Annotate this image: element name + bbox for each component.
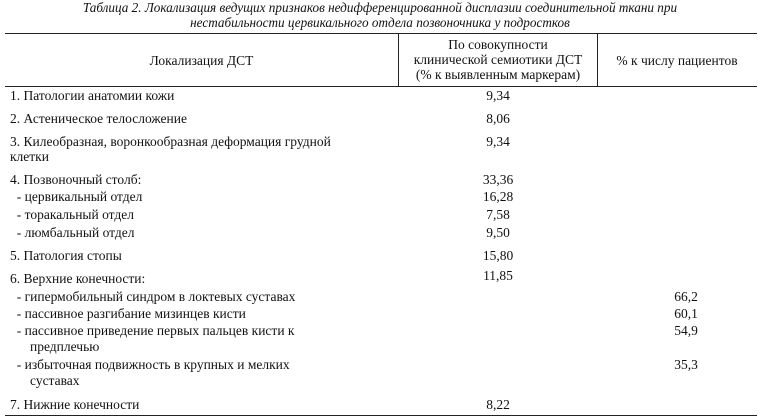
table-caption [0,0,760,30]
row-value: 9,34 [486,134,510,149]
row-value: 15,80 [482,248,514,263]
row-pct: 35,3 [674,357,698,372]
row-label: 5. Патология стопы [10,248,122,263]
header-patient-percent: % к числу пациентов [616,53,738,68]
row-pct: 60,1 [674,306,698,321]
caption-line-1: Таблица 2. Локализация ведущих признаков недифференцированной дисплазии соединительной ткани при [82,0,678,15]
header-localization: Локализация ДСТ [149,53,254,68]
row-label: - цервикальный отдел [10,189,143,204]
row-value: 8,22 [486,397,510,412]
row-label: - гипермобильный синдром в локтевых суставах [10,289,296,304]
header-semiotics [399,37,597,82]
row-label: 2. Астеническое телосложение [10,111,187,126]
row-label: - пассивное приведение первых пальцев кисти к [10,323,295,338]
row-label: - люмбальный отдел [10,225,135,240]
row-value: 9,50 [486,225,510,240]
header-semiotics-line-3: (% к выявленным маркерам) [415,67,581,82]
row-value: 16,28 [482,189,514,204]
row-label: 3. Килеобразная, воронкообразная деформация грудной [10,134,331,149]
row-label: - торакальный отдел [10,207,134,222]
header-semiotics-line-1: По совокупности [448,37,548,52]
header-semiotics-line-2: клинической семиотики ДСТ [413,52,583,67]
row-label-continuation: предплечью [30,339,100,354]
row-label: - избыточная подвижность в крупных и мелких [10,357,290,372]
row-value: 8,06 [486,111,510,126]
row-label-continuation: клетки [10,149,49,164]
row-value: 33,36 [482,172,514,187]
row-label: - пассивное разгибание мизинцев кисти [10,306,246,321]
row-label: 6. Верхние конечности: [10,271,146,286]
row-label-continuation: суставах [30,373,80,388]
row-value: 7,58 [486,207,510,222]
row-pct: 54,9 [674,323,698,338]
row-value: 11,85 [483,268,513,283]
row-pct: 66,2 [674,289,698,304]
row-label: 4. Позвоночный столб: [10,172,142,187]
row-value: 9,34 [486,88,510,103]
row-label: 1. Патологии анатомии кожи [10,88,175,103]
caption-line-2: нестабильности цервикального отдела позвоночника у подростков [190,15,570,30]
row-label: 7. Нижние конечности [10,397,140,412]
